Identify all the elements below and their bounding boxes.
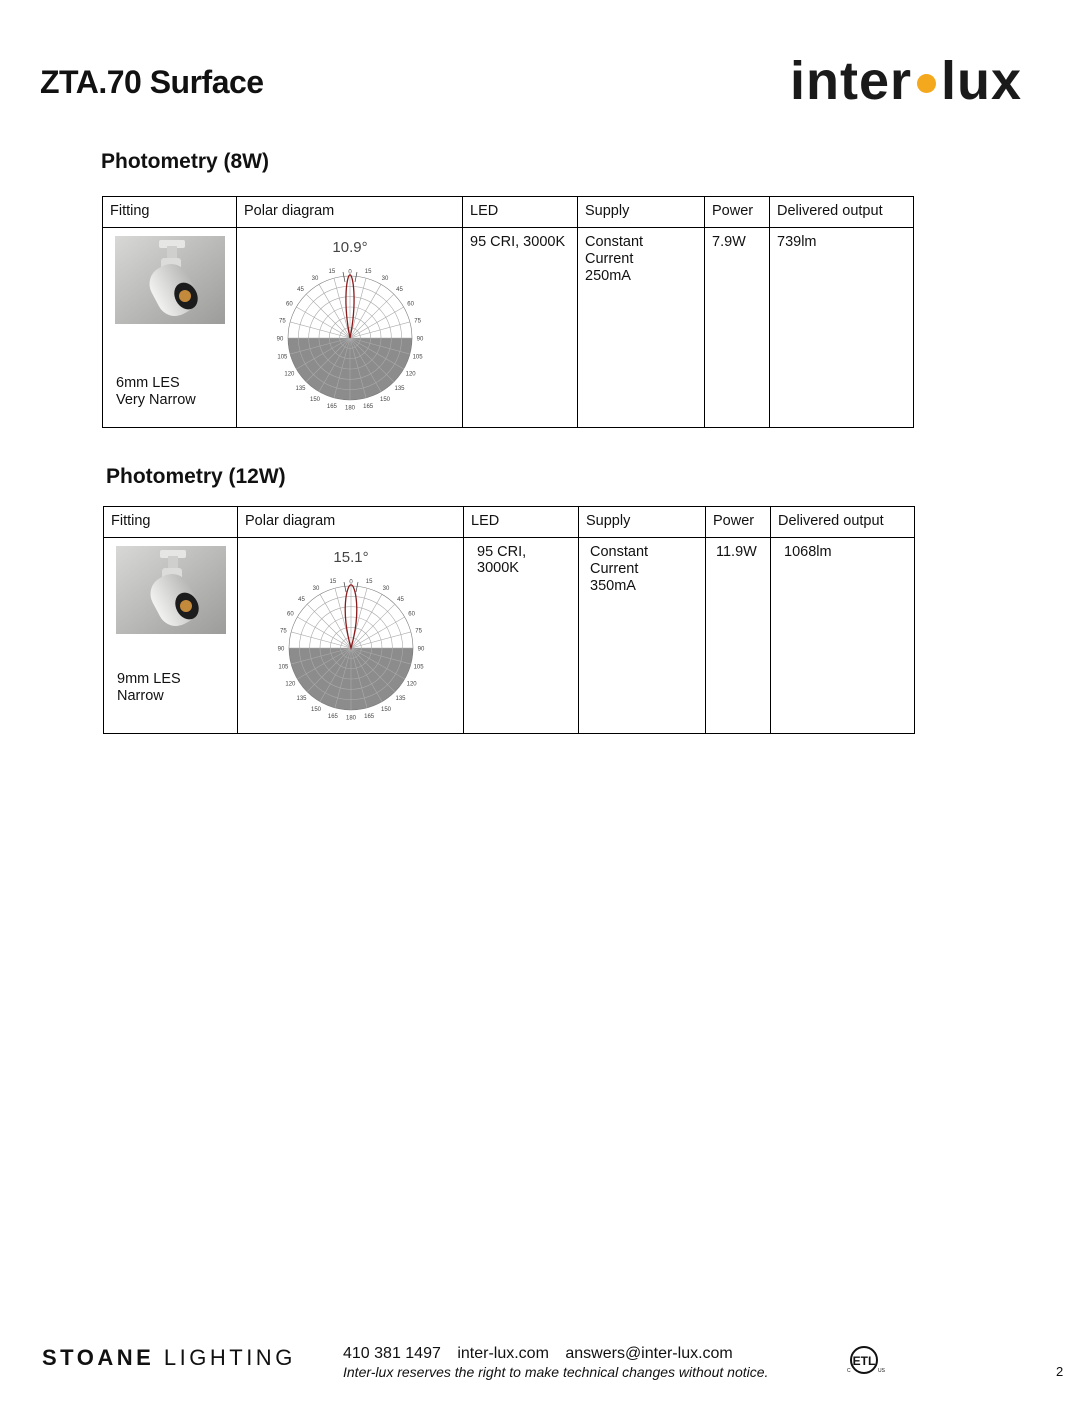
table-header-row [104, 507, 915, 538]
output-cell: 739lm [770, 228, 914, 428]
polar-label-bottom: 180 [345, 715, 357, 722]
polar-label-right: 165 [363, 404, 374, 411]
polar-label-right: 120 [405, 371, 416, 378]
disclaimer-note: Inter-lux reserves the right to make technical changes without notice. [343, 1364, 769, 1380]
polar-grid [278, 579, 425, 722]
polar-label-left: 15 [329, 578, 337, 585]
polar-label-right: 120 [406, 681, 417, 688]
section-heading-8w: Photometry (8W) [101, 150, 269, 173]
polar-label-left: 45 [298, 597, 305, 604]
col-fitting: Fitting [104, 507, 238, 538]
polar-label-right: 15 [365, 578, 373, 585]
les-size: 9mm LES [117, 670, 181, 687]
email-link[interactable]: answers@inter-lux.com [565, 1345, 733, 1362]
polar-label-right: 105 [413, 664, 424, 671]
beam-angle-label: 15.1° [333, 549, 369, 566]
polar-label-right: 15 [364, 268, 372, 275]
col-led: LED [463, 197, 578, 228]
website-link[interactable]: inter-lux.com [457, 1345, 549, 1362]
spotlight-fitting-icon [116, 546, 226, 634]
supply-line-3: 350mA [590, 578, 636, 595]
polar-label-left: 135 [296, 695, 307, 702]
table-row [104, 538, 915, 734]
col-supply: Supply [579, 507, 706, 538]
col-fitting: Fitting [103, 197, 237, 228]
logo-dot-icon [917, 74, 936, 93]
led-cell: 95 CRI, 3000K [463, 228, 578, 428]
supply-line-3: 250mA [585, 268, 631, 285]
polar-label-left: 15 [328, 268, 336, 275]
beam-type: Very Narrow [116, 391, 196, 408]
polar-label-right: 60 [408, 611, 415, 618]
col-polar: Polar diagram [238, 507, 464, 538]
polar-label-left: 60 [287, 611, 294, 618]
stoane-lighting-logo: STOANE LIGHTING [42, 1345, 296, 1370]
polar-label-left: 30 [312, 585, 320, 592]
output-cell: 1068lm [771, 538, 915, 734]
polar-label-left: 150 [309, 397, 321, 404]
polar-label-right: 135 [395, 695, 406, 702]
polar-diagram-cell [238, 538, 464, 734]
les-size: 6mm LES [116, 374, 180, 391]
fitting-cell [104, 538, 238, 734]
polar-spoke [350, 284, 381, 338]
polar-label-left: 150 [310, 707, 322, 714]
polar-label-left: 75 [280, 628, 287, 635]
beam-type: Narrow [117, 687, 164, 704]
svg-text:C: C [847, 1368, 851, 1374]
led-cell: 95 CRI, 3000K [464, 538, 579, 734]
polar-label-left: 45 [297, 287, 304, 294]
polar-label-right: 165 [364, 714, 375, 721]
polar-label-left: 165 [326, 404, 337, 411]
polar-label-left: 30 [311, 275, 319, 282]
polar-label-right: 105 [412, 354, 423, 361]
supply-line-2: Current [590, 561, 639, 578]
polar-label-right: 150 [379, 397, 391, 404]
polar-diagram [276, 542, 426, 728]
polar-spoke [307, 604, 351, 648]
polar-label-left: 90 [277, 646, 285, 653]
polar-spoke [351, 604, 395, 648]
polar-label-right: 30 [382, 585, 390, 592]
page-number: 2 [1056, 1364, 1064, 1379]
polar-label-left: 120 [285, 681, 296, 688]
col-led: LED [464, 507, 579, 538]
polar-label-right: 75 [414, 318, 421, 325]
polar-label-right: 90 [417, 646, 425, 653]
table-header-row [103, 197, 914, 228]
polar-spoke [350, 307, 404, 338]
supply-cell [578, 228, 705, 428]
fitting-cell [103, 228, 237, 428]
polar-grid [277, 269, 424, 412]
supply-line-1: Constant [590, 544, 649, 560]
polar-label-left: 60 [286, 301, 293, 308]
polar-label-right: 75 [415, 628, 422, 635]
supply-line-1: Constant [585, 234, 644, 250]
polar-spoke [350, 294, 394, 338]
polar-spoke [306, 294, 350, 338]
polar-label-left: 120 [284, 371, 295, 378]
svg-text:ETL: ETL [852, 1354, 876, 1368]
supply-cell [579, 538, 706, 734]
col-output: Delivered output [771, 507, 915, 538]
col-power: Power [705, 197, 770, 228]
photometry-table-8w [102, 196, 914, 428]
polar-spoke [319, 284, 350, 338]
polar-label-right: 45 [396, 287, 403, 294]
polar-diagram [275, 232, 425, 418]
section-heading-12w: Photometry (12W) [106, 465, 286, 488]
polar-label-right: 30 [381, 275, 389, 282]
polar-label-right: 135 [394, 385, 405, 392]
polar-label-top: 0 [348, 269, 352, 276]
polar-label-right: 60 [407, 301, 414, 308]
supply-line-2: Current [585, 251, 634, 268]
col-polar: Polar diagram [237, 197, 463, 228]
polar-diagram-cell [237, 228, 463, 428]
polar-label-right: 150 [380, 707, 392, 714]
page-title: ZTA.70 Surface [40, 64, 264, 100]
col-output: Delivered output [770, 197, 914, 228]
polar-label-left: 105 [277, 354, 288, 361]
polar-label-bottom: 180 [344, 405, 356, 412]
polar-label-left: 75 [279, 318, 286, 325]
photometry-table-12w [103, 506, 915, 734]
polar-label-top: 0 [349, 579, 353, 586]
svg-text:US: US [878, 1368, 885, 1374]
etl-listed-icon [846, 1344, 886, 1376]
col-supply: Supply [578, 197, 705, 228]
polar-label-left: 165 [327, 714, 338, 721]
beam-angle-label: 10.9° [332, 239, 368, 256]
polar-spoke [297, 617, 351, 648]
spotlight-fitting-icon [115, 236, 225, 324]
phone-number: 410 381 1497 [343, 1345, 441, 1362]
polar-label-right: 90 [416, 336, 424, 343]
polar-label-right: 45 [397, 597, 404, 604]
interlux-logo: inter lux [790, 51, 1023, 111]
polar-spoke [296, 307, 350, 338]
footer-contact [343, 1345, 745, 1363]
polar-spoke [351, 617, 405, 648]
table-row [103, 228, 914, 428]
power-cell: 11.9W [706, 538, 771, 734]
power-cell: 7.9W [705, 228, 770, 428]
polar-label-left: 90 [276, 336, 284, 343]
col-power: Power [706, 507, 771, 538]
polar-label-left: 105 [278, 664, 289, 671]
polar-label-left: 135 [295, 385, 306, 392]
